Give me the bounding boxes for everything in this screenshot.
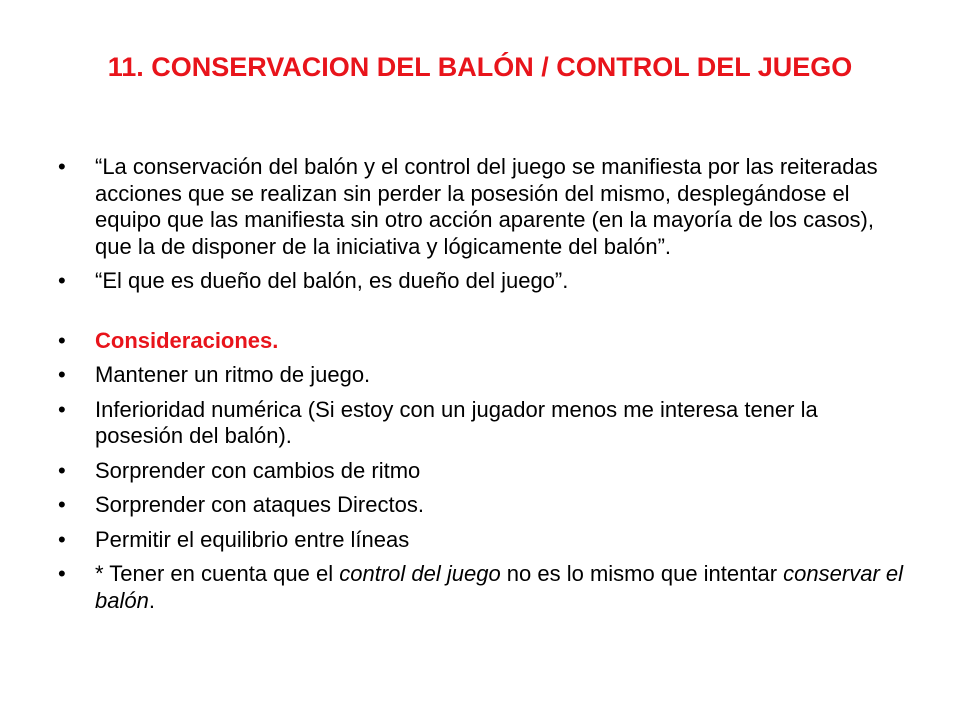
bullet-text: Inferioridad numérica (Si estoy con un jugador menos me interesa tener la posesión del balón).	[95, 396, 818, 448]
bullet-icon: •	[58, 492, 66, 517]
bullet-icon: •	[58, 526, 66, 552]
note-text	[95, 561, 903, 613]
bullet-text: Mantener un ritmo de juego.	[95, 362, 371, 387]
bullet-text: Permitir el equilibrio entre líneas	[95, 526, 410, 552]
bullet-text: “La conservación del balón y el control del juego se manifiesta por las reiteradas acciones que se realizan sin perder la posesión del mismo, desplegándose el equipo que las manifiesta sin otro acción aparente (en la mayoría de los casos), que la de disponer de la iniciativa y lógicamente del balón”.	[95, 154, 878, 259]
slide-title: 11. CONSERVACION DEL BALÓN / CONTROL DEL JUEGO	[107, 52, 853, 82]
bullet-item-rhythm	[58, 362, 908, 389]
bullet-item-note	[58, 561, 908, 614]
bullet-text: Sorprender con ataques Directos.	[95, 492, 424, 517]
bullet-icon: •	[58, 154, 66, 179]
bullet-item-inferiority	[58, 397, 908, 450]
bullet-icon: •	[58, 561, 66, 586]
bullet-icon: •	[58, 327, 66, 353]
bullet-text: Sorprender con cambios de ritmo	[95, 457, 421, 483]
considerations-heading: Consideraciones.	[95, 327, 279, 353]
bullet-item-balance	[58, 527, 908, 554]
bullet-item-quote	[58, 268, 908, 295]
bullet-item-rhythm-changes	[58, 458, 908, 485]
note-text-part: .	[148, 587, 155, 613]
bullet-icon: •	[58, 457, 66, 483]
bullet-icon: •	[58, 362, 66, 387]
bullet-item-definition	[58, 154, 908, 260]
bullet-text: “El que es dueño del balón, es dueño del juego”.	[95, 268, 569, 293]
bullet-icon: •	[58, 396, 66, 422]
note-text-part: no es lo mismo que intentar	[500, 561, 784, 586]
bullet-item-considerations	[58, 328, 908, 355]
bullet-list	[58, 154, 908, 614]
bullet-item-direct-attacks	[58, 492, 908, 519]
bullet-icon: •	[58, 268, 66, 293]
note-text-part: * Tener en cuenta que el	[95, 561, 340, 586]
note-emphasis-conserve: conservar el balón	[95, 561, 904, 613]
note-emphasis-control: control del juego	[339, 561, 501, 586]
